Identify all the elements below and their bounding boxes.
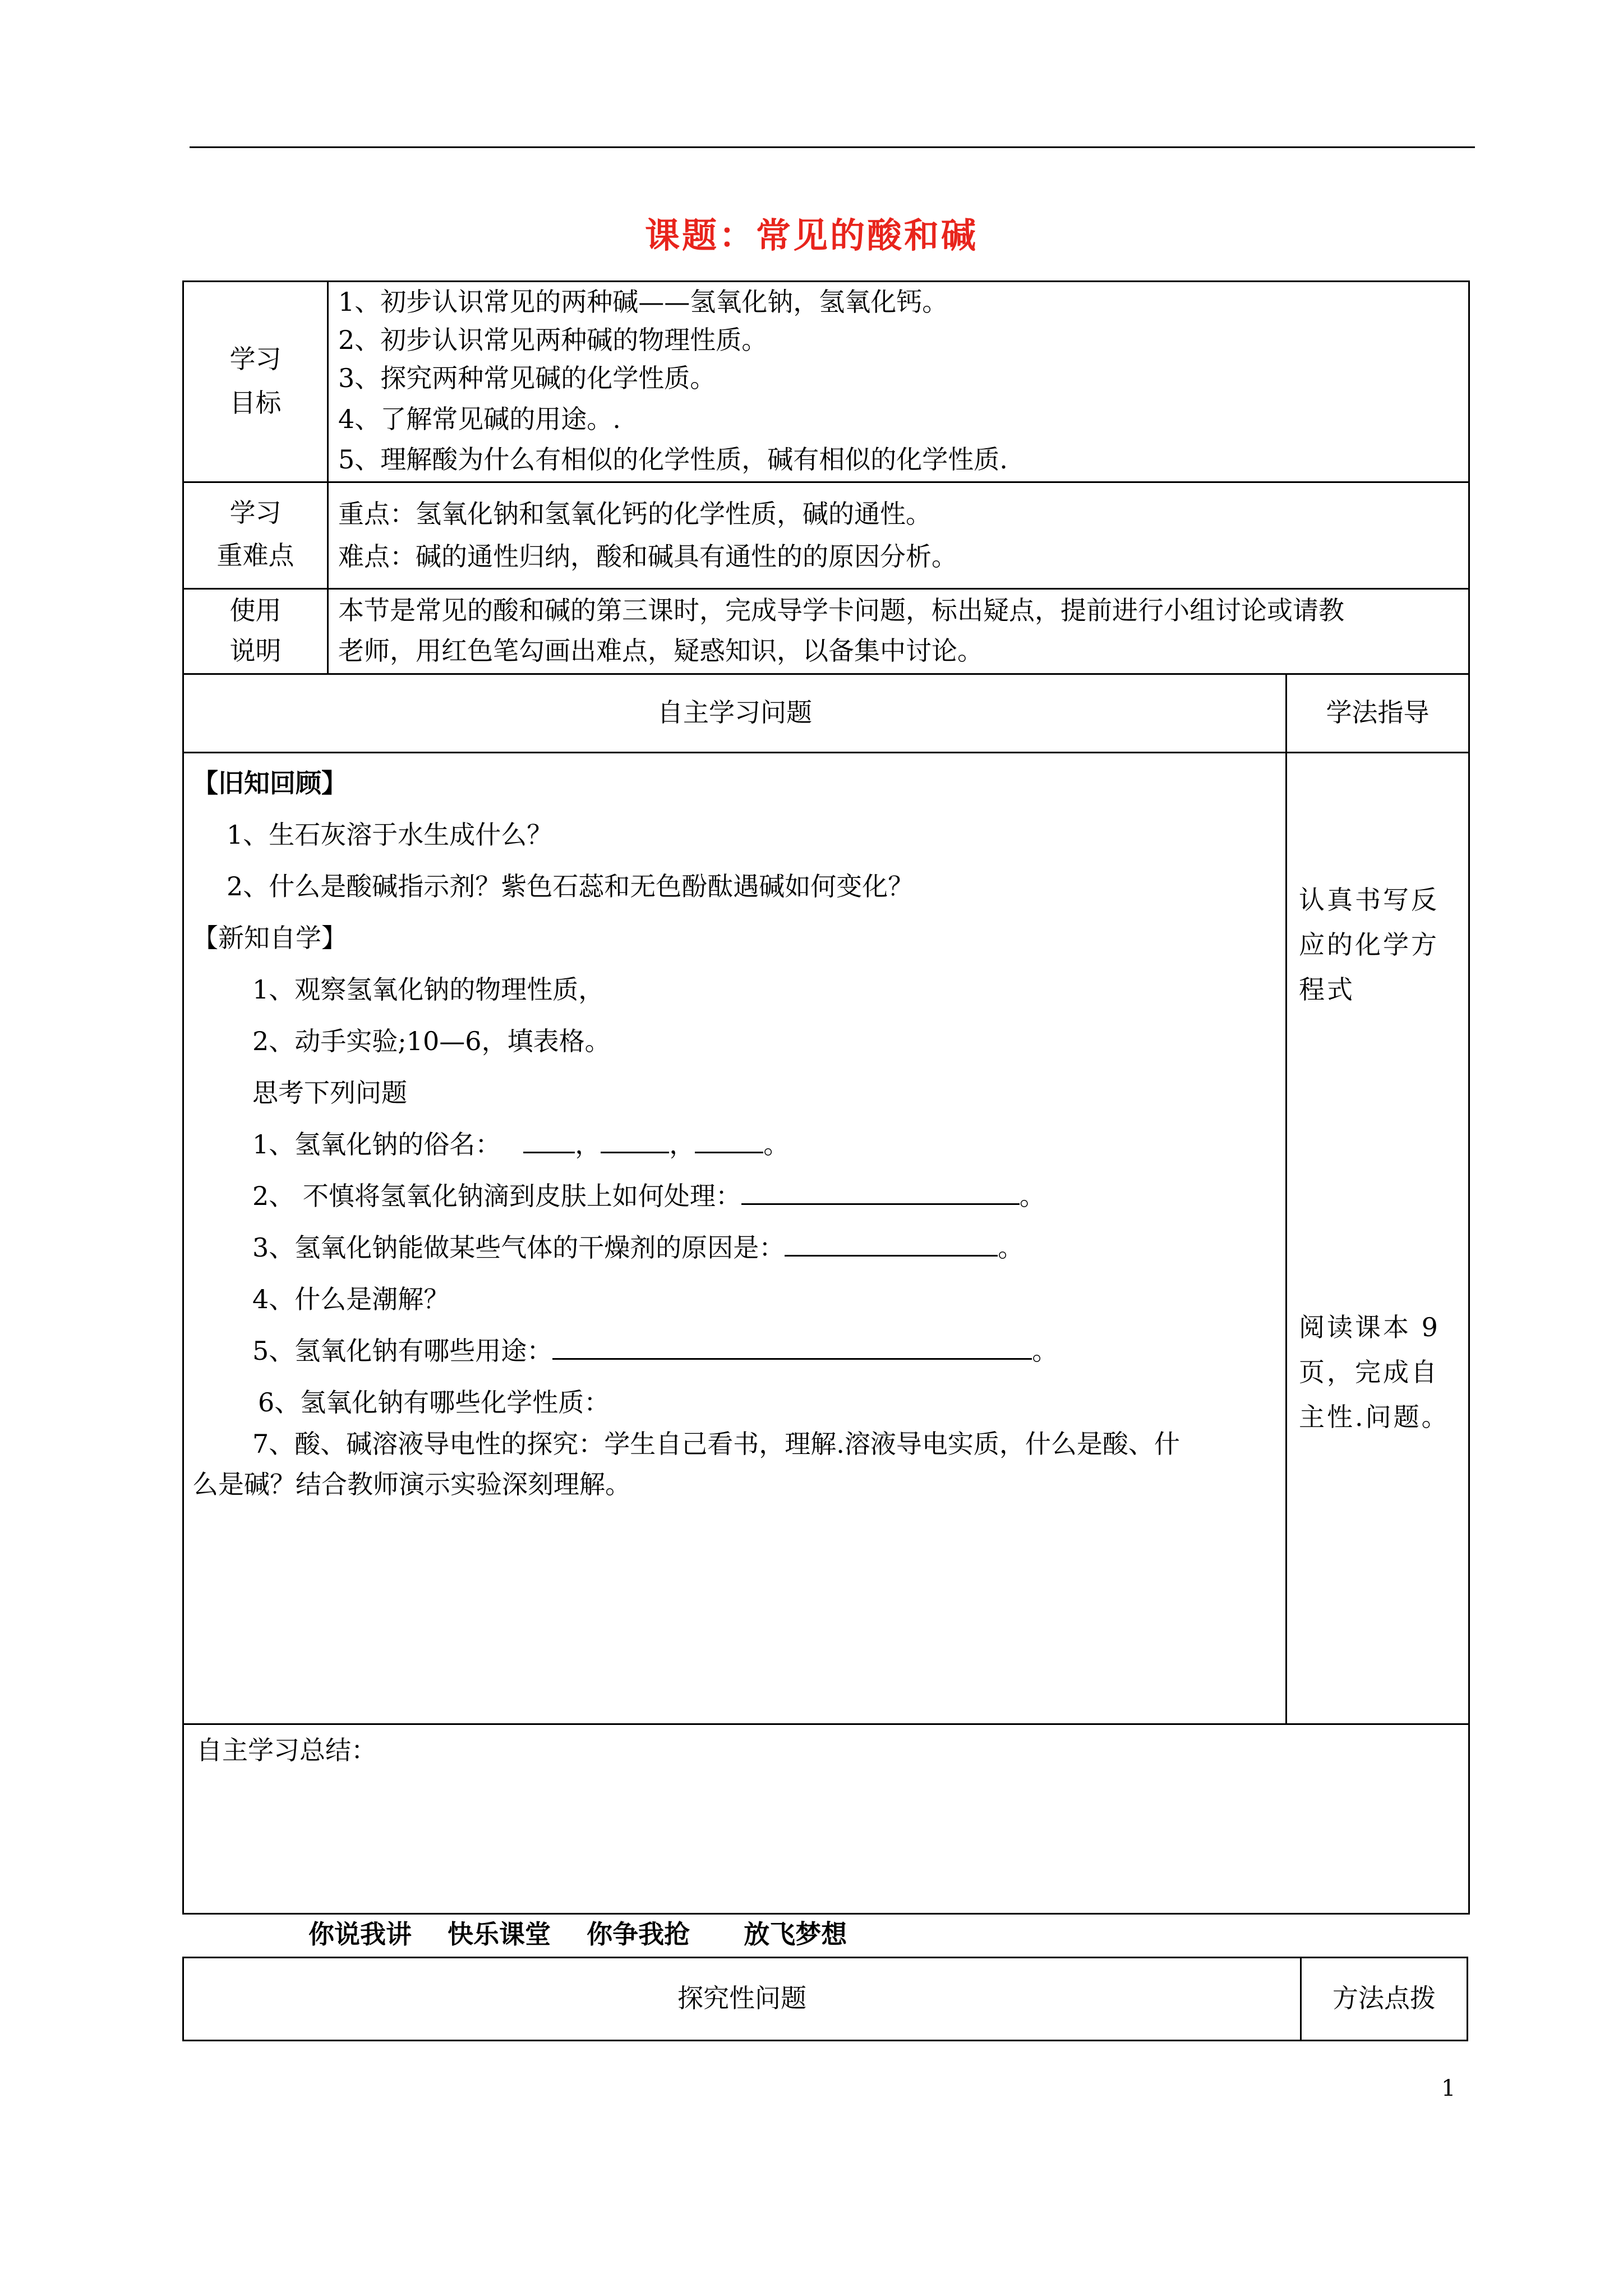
row-label-usage-line2: 说明 [229,636,282,666]
answer-blank[interactable] [601,1127,669,1153]
usage-text-line2: 老师，用红色笔勾画出难点，疑惑知识，以备集中讨论。 [338,636,983,666]
page-title: 课题：常见的酸和碱 [644,215,978,256]
new-study-heading: 【新知自学】 [192,923,347,953]
question-common-names: 1、氢氧化钠的俗名： ， ， 。 [252,1122,789,1167]
review-question: 2、什么是酸碱指示剂？紫色石蕊和无色酚酞遇碱如何变化？ [227,871,914,901]
guide-read-textbook: 阅读课本 9 页，完成自主性.问题。 [1299,1312,1450,1432]
answer-blank[interactable] [552,1333,1032,1360]
question-deliquescence: 4、什么是潮解？ [252,1284,450,1314]
self-study-summary-label: 自主学习总结： [196,1735,377,1765]
question-uses: 5、氢氧化钠有哪些用途： 。 [252,1328,1058,1373]
goal-item: 3、探究两种常见碱的化学性质。 [338,363,716,393]
guide-write-equations: 认真书写反应的化学方程式 [1299,885,1439,1005]
goal-item: 4、了解常见碱的用途。. [338,404,621,434]
answer-blank[interactable] [741,1179,1020,1205]
question-conductivity-line2: 么是碱？结合教师演示实验深刻理解。 [192,1469,631,1499]
review-heading: 【旧知回顾】 [192,768,347,798]
header-inquiry-questions: 探究性问题 [677,1983,806,2013]
question-skin-contact: 2、 不慎将氢氧化钠滴到皮肤上如何处理： 。 [252,1174,1045,1218]
page-number: 1 [1441,2076,1456,2101]
review-question: 1、生石灰溶于水生成什么？ [227,820,553,850]
question-desiccant: 3、氢氧化钠能做某些气体的干燥剂的原因是： 。 [252,1225,1023,1270]
row-label-keypoints-line1: 学习 [229,498,282,528]
new-study-item: 1、观察氢氧化钠的物理性质， [252,974,605,1005]
usage-text-line1: 本节是常见的酸和碱的第三课时，完成导学卡问题，标出疑点，提前进行小组讨论或请教 [338,595,1344,625]
row-label-goals-line1: 学习 [229,344,282,374]
goal-item: 2、初步认识常见两种碱的物理性质。 [338,325,768,355]
answer-blank[interactable] [523,1127,575,1153]
new-study-item: 2、动手实验;10—6，填表格。 [252,1026,611,1056]
row-label-goals-line2: 目标 [229,388,282,418]
think-heading: 思考下列问题 [252,1078,407,1108]
slogan: 你说我讲 快乐课堂 你争我抢 放飞梦想 [308,1919,847,1949]
row-label-usage-line1: 使用 [229,595,282,625]
header-rule [190,146,1475,148]
header-self-study: 自主学习问题 [657,697,812,728]
header-study-method: 学法指导 [1326,697,1430,728]
goal-item: 1、初步认识常见的两种碱——氢氧化钠，氢氧化钙。 [338,287,948,317]
question-chemical-properties: 6、氢氧化钠有哪些化学性质： [258,1387,610,1418]
header-method-tips: 方法点拨 [1332,1983,1436,2013]
key-point: 重点：氢氧化钠和氢氧化钙的化学性质，碱的通性。 [338,499,932,529]
answer-blank[interactable] [695,1127,763,1153]
question-conductivity-line1: 7、酸、碱溶液导电性的探究：学生自己看书，理解.溶液导电实质，什么是酸、什 [252,1429,1180,1459]
answer-blank[interactable] [785,1230,998,1257]
row-label-keypoints-line2: 重难点 [216,540,294,570]
difficult-point: 难点：碱的通性归纳，酸和碱具有通性的的原因分析。 [338,541,957,572]
goal-item: 5、理解酸为什么有相似的化学性质，碱有相似的化学性质. [338,444,1008,475]
